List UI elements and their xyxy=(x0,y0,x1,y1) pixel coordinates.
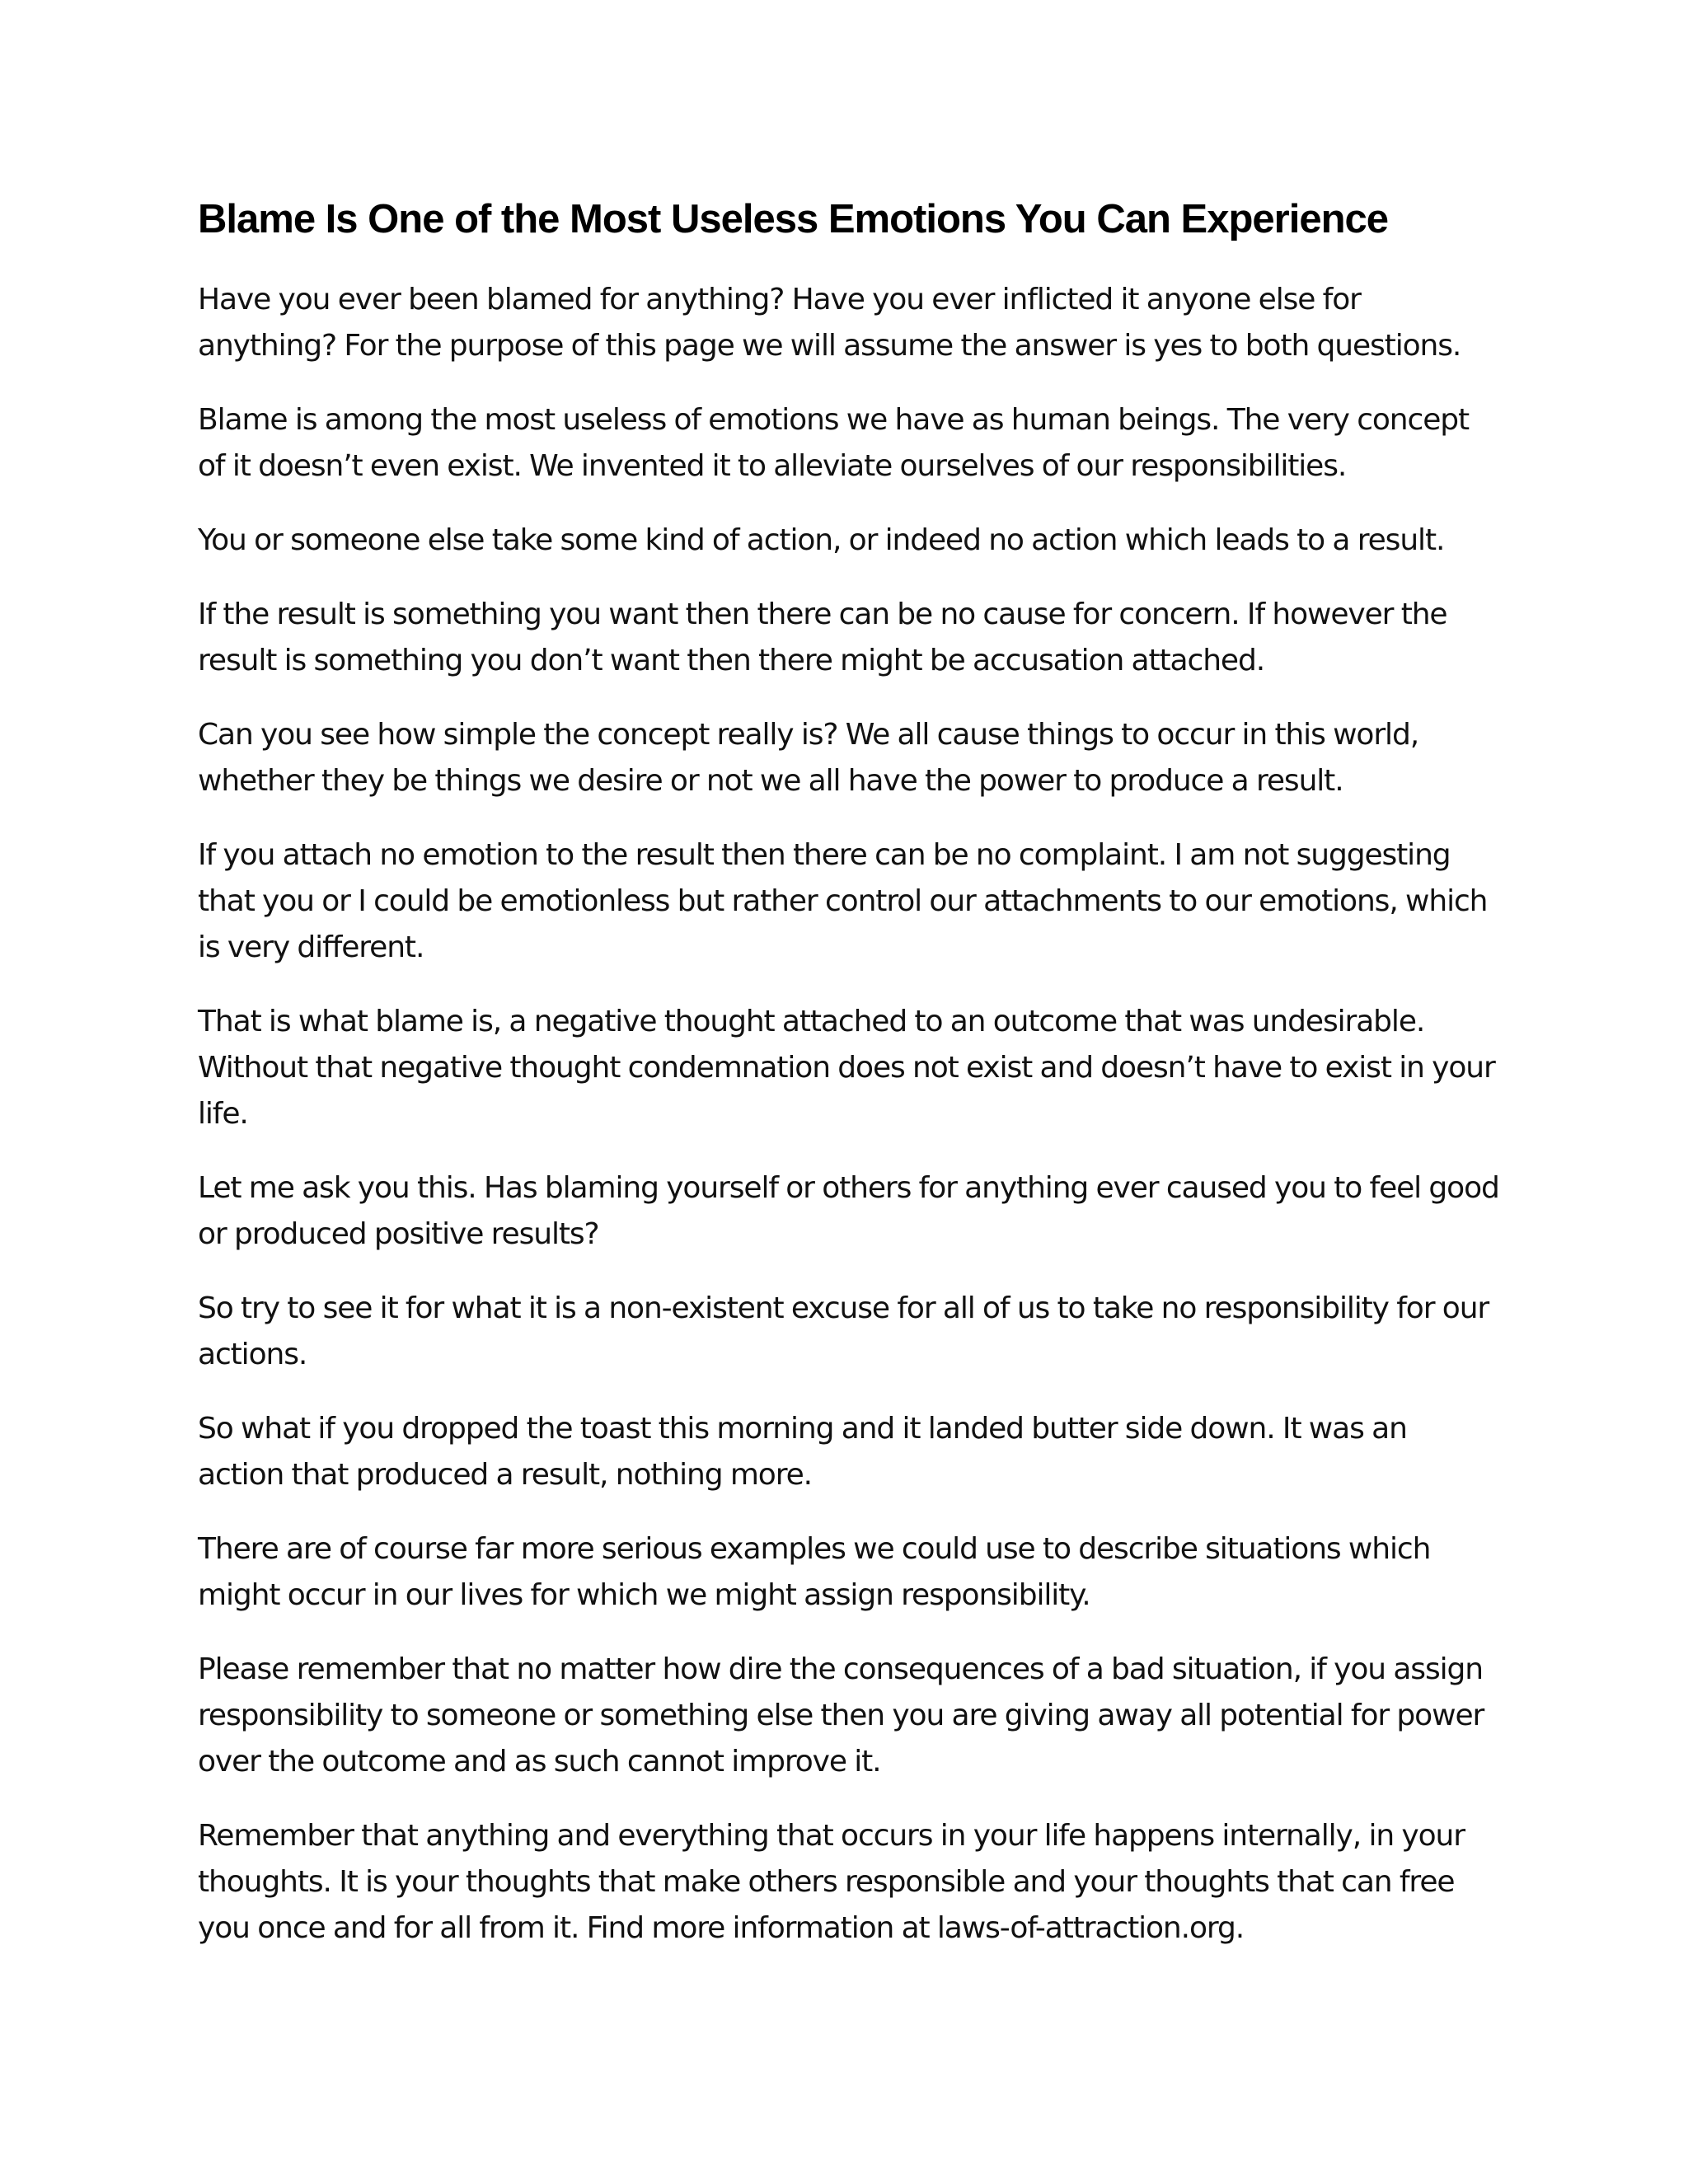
paragraph-2: Blame is among the most useless of emotions we have as human beings. The very concept of it doesn’t even exist. We invented it to alleviate ourselves of our responsibilities. xyxy=(198,403,1470,484)
paragraph-1: Have you ever been blamed for anything? Have you ever inflicted it anyone else for anything? For the purpose of this page we will assume the answer is yes to both questions. xyxy=(198,283,1461,363)
paragraph-11: There are of course far more serious examples we could use to describe situations which might occur in our lives for which we might assign responsibility. xyxy=(198,1532,1431,1613)
paragraph-5: Can you see how simple the concept really is? We all cause things to occur in this world, whether they be things we desire or not we all have the power to produce a result. xyxy=(198,718,1419,799)
paragraph-8: Let me ask you this. Has blaming yourself or others for anything ever caused you to feel good or produced positive results? xyxy=(198,1171,1499,1252)
paragraph-4: If the result is something you want then there can be no cause for concern. If however the result is something you don’t want then there might be accusation attached. xyxy=(198,598,1447,678)
article-body xyxy=(198,196,1500,1952)
article-title: Blame Is One of the Most Useless Emotions You Can Experience xyxy=(198,197,1388,241)
paragraph-13: Remember that anything and everything that occurs in your life happens internally, in your thoughts. It is your thoughts that make others responsible and your thoughts that can free you once and for all from it. Find more information at laws-of-attraction.org. xyxy=(198,1819,1465,1946)
paragraph-7: That is what blame is, a negative thought attached to an outcome that was undesirable. Without that negative thought condemnation does not exist and doesn’t have to exist in your life. xyxy=(198,1005,1495,1132)
paragraph-6: If you attach no emotion to the result then there can be no complaint. I am not suggesting that you or I could be emotionless but rather control our attachments to our emotions, which is very different. xyxy=(198,838,1488,965)
paragraph-3: You or someone else take some kind of action, or indeed no action which leads to a result. xyxy=(198,523,1445,558)
paragraph-9: So try to see it for what it is a non-existent excuse for all of us to take no responsibility for our actions. xyxy=(198,1291,1489,1372)
paragraph-12: Please remember that no matter how dire the consequences of a bad situation, if you assign responsibility to someone or something else then you are giving away all potential for power over the outcome and as such cannot improve it. xyxy=(198,1652,1484,1779)
paragraph-10: So what if you dropped the toast this morning and it landed butter side down. It was an action that produced a result, nothing more. xyxy=(198,1412,1407,1493)
